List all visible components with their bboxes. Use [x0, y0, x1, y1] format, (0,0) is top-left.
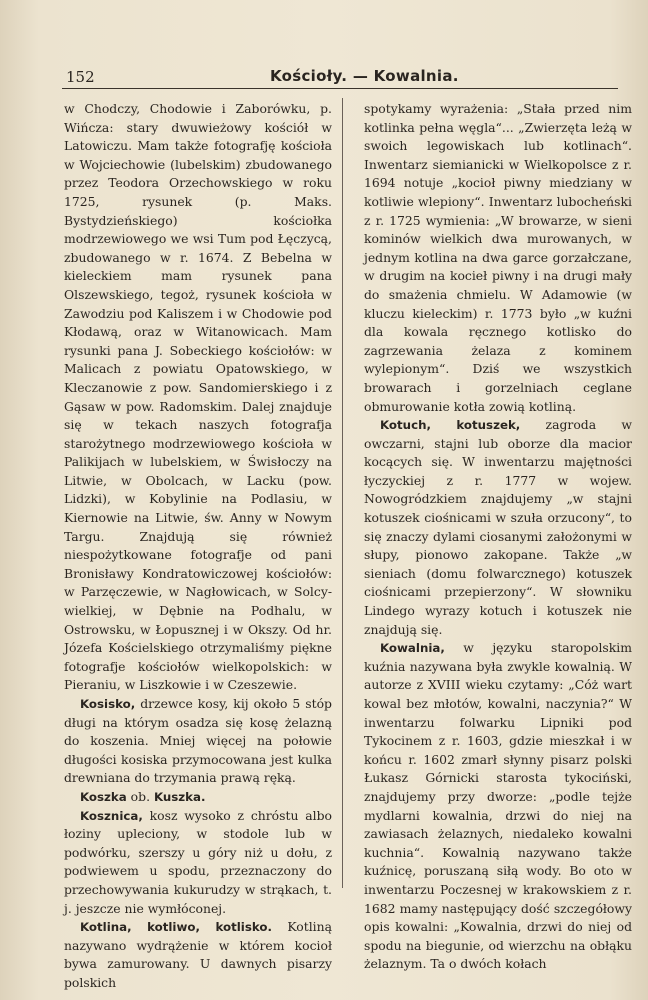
entry-term: Kotuch, kotuszek, [380, 418, 521, 433]
entry-text: w języku staropolskim kuźnia nazywana była zwykle kowalnią. W autorze z XVIII wieku czytamy: „Cóż wart kowal bez młotów, kowalni, naczynia?“ W inwentarzu folwarku Lipniki pod Tykocinem z r. 1603, gdzie mieszkał i w końcu r. 1602 zmarł słynny pisarz polski Łukasz Górnicki starosta tykociński, znajdujemy przy dworze: „podle tejże mydlarni kowalnia, drzwi do niej na zawiasach żelaznych, niedaleko kowalni kuchnia“. Kowalnią nazywano także kuźnicę, poruszaną siłą wody. Bo oto w inwentarzu Poczesnej w krakowskiem z r. 1682 mamy następujący dość szczegółowy opis kowalni: „Kowalnia, drzwi do niej od spodu na biegunie, od wierzchu na obłąku żelaznym. Ta o dwóch kołach [364, 640, 632, 972]
entry-text: kosz wysoko z chróstu albo łoziny upleciony, w stodole lub w podwórku, szerszy u góry niż u dołu, z podwiewem u spodu, przeznaczony do przechowywania kukurudzy w strąkach, t. j. jeszcze nie wymłóconej. [64, 807, 332, 916]
entry-term: Kowalnia, [380, 641, 445, 656]
entry-text: Kotliną nazywano wydrążenie w którem kocioł bywa zamurowany. U dawnych pisarzy polskich [64, 919, 332, 990]
page-header [62, 66, 618, 89]
entry-text: drzewce kosy, kij około 5 stóp długi na którym osadza się kosę żelazną do koszenia. Mniej więcej na połowie długości kosiska przymocowana jest kulka drewniana do trzymania prawą ręką. [64, 696, 332, 786]
entry-kotlina [64, 918, 332, 992]
entry-kowalnia [364, 639, 632, 974]
entry-kosznica [64, 807, 332, 919]
entry-term: Kotlina, kotliwo, kotlisko. [80, 920, 272, 935]
entry-kotuch [364, 416, 632, 639]
entry-term: Kosznica, [80, 808, 143, 823]
entry-text: zagroda w owczarni, stajni lub oborze dla macior kocących się. W inwentarzu majętności łyczyckiej z r. 1777 w wojew. Nowogródzkiem znajdujemy „w stajni kotuszek ciośnicami w szuła orzucony“, to się znaczy dylami ciosanymi założonymi w słupy, pionowo zakopane. Także „w sieniach (domu folwarcznego) kotuszek ciośnicami przepierzony“. W słowniku Lindego wyrazy kotuch i kotuszek nie znajdują się. [364, 417, 632, 637]
entry-text: ob. [126, 788, 154, 804]
right-column [364, 100, 632, 974]
entry-koszka [64, 788, 332, 807]
entry-term: Koszka [80, 789, 127, 804]
cross-reference: Kuszka. [153, 789, 206, 804]
entry-term: Kosisko, [80, 697, 136, 711]
column-divider [342, 98, 343, 888]
entry-kosisko [64, 695, 332, 788]
continued-paragraph: spotykamy wyrażenia: „Stała przed nim kotlinka pełna węgla“... „Zwierzęta leżą w swoich legowiskach lub kotlinach“. Inwentarz siemianicki w Wielkopolsce z r. 1694 notuje „kocioł piwny miedziany w kotliwie wlepiony“. Inwentarz lubocheński z r. 1725 wymienia: „W browarze, w sieni kominów wielkich dwa murowanych, w jednym kotlina na dwa garce gorzałczane, w drugim na kocieł piwny i na drugi mały do smażenia chmielu. W Adamowie (w kluczu kieleckim) r. 1773 było „w kuźni dla kowala ręcznego kotlisko do zagrzewania żelaza z kominem wylepionym“. Dziś we wszystkich browarach i gorzelniach ceglane obmurowanie kotła zowią kotliną. [364, 101, 632, 414]
page-number: 152 [66, 68, 95, 86]
left-column [64, 100, 332, 993]
continued-paragraph: w Chodczy, Chodowie i Zaborówku, p. Wińcza: stary dwuwieżowy kościół w Latowiczu. Mam także fotografję kościoła w Wojciechowie (lubelskim) zbudowanego przez Teodora Orzechowskiego w roku 1725, rysunek (p. Maks. Bystydzieńskiego) kościołka modrzewiowego we wsi Tum pod Łęczycą, zbudowanego w r. 1674. Z Bebelna w kieleckiem mam rysunek pana Olszewskiego, tegoż, rysunek kościoła w Zawodziu pod Kaliszem i w Chodowie pod Kłodawą, oraz w Witanowicach. Mam rysunki pana J. Sobeckiego kościołów: w Malicach z powiatu Opatowskiego, w Kleczanowie z pow. Sandomierskiego i z Gąsaw w pow. Radomskim. Dalej znajduje się w tekach naszych fotografja starożytnego modrzewiowego kościoła w Palikijach w lubelskiem, w Świsłoczy na Litwie, w Obolcach, w Lacku (pow. Lidzki), w Kobylinie na Podlasiu, w Kiernowie na Litwie, św. Anny w Nowym Targu. Znajdują się również niespożytkowane fotografje od pani Bronisławy Kondratowiczowej kościołów: w Parzęczewie, w Nagłowicach, w Solcy-wielkiej, w Dębnie na Podhalu, w Ostrowsku, w Łopusznej i w Okszy. Od hr. Józefa Kościelskiego otrzymaliśmy piękne fotografje kościołów wielkopolskich: w Pieraniu, w Liszkowie i w Czeszewie. [64, 101, 332, 693]
running-title: Kościoły. — Kowalnia. [270, 67, 459, 85]
